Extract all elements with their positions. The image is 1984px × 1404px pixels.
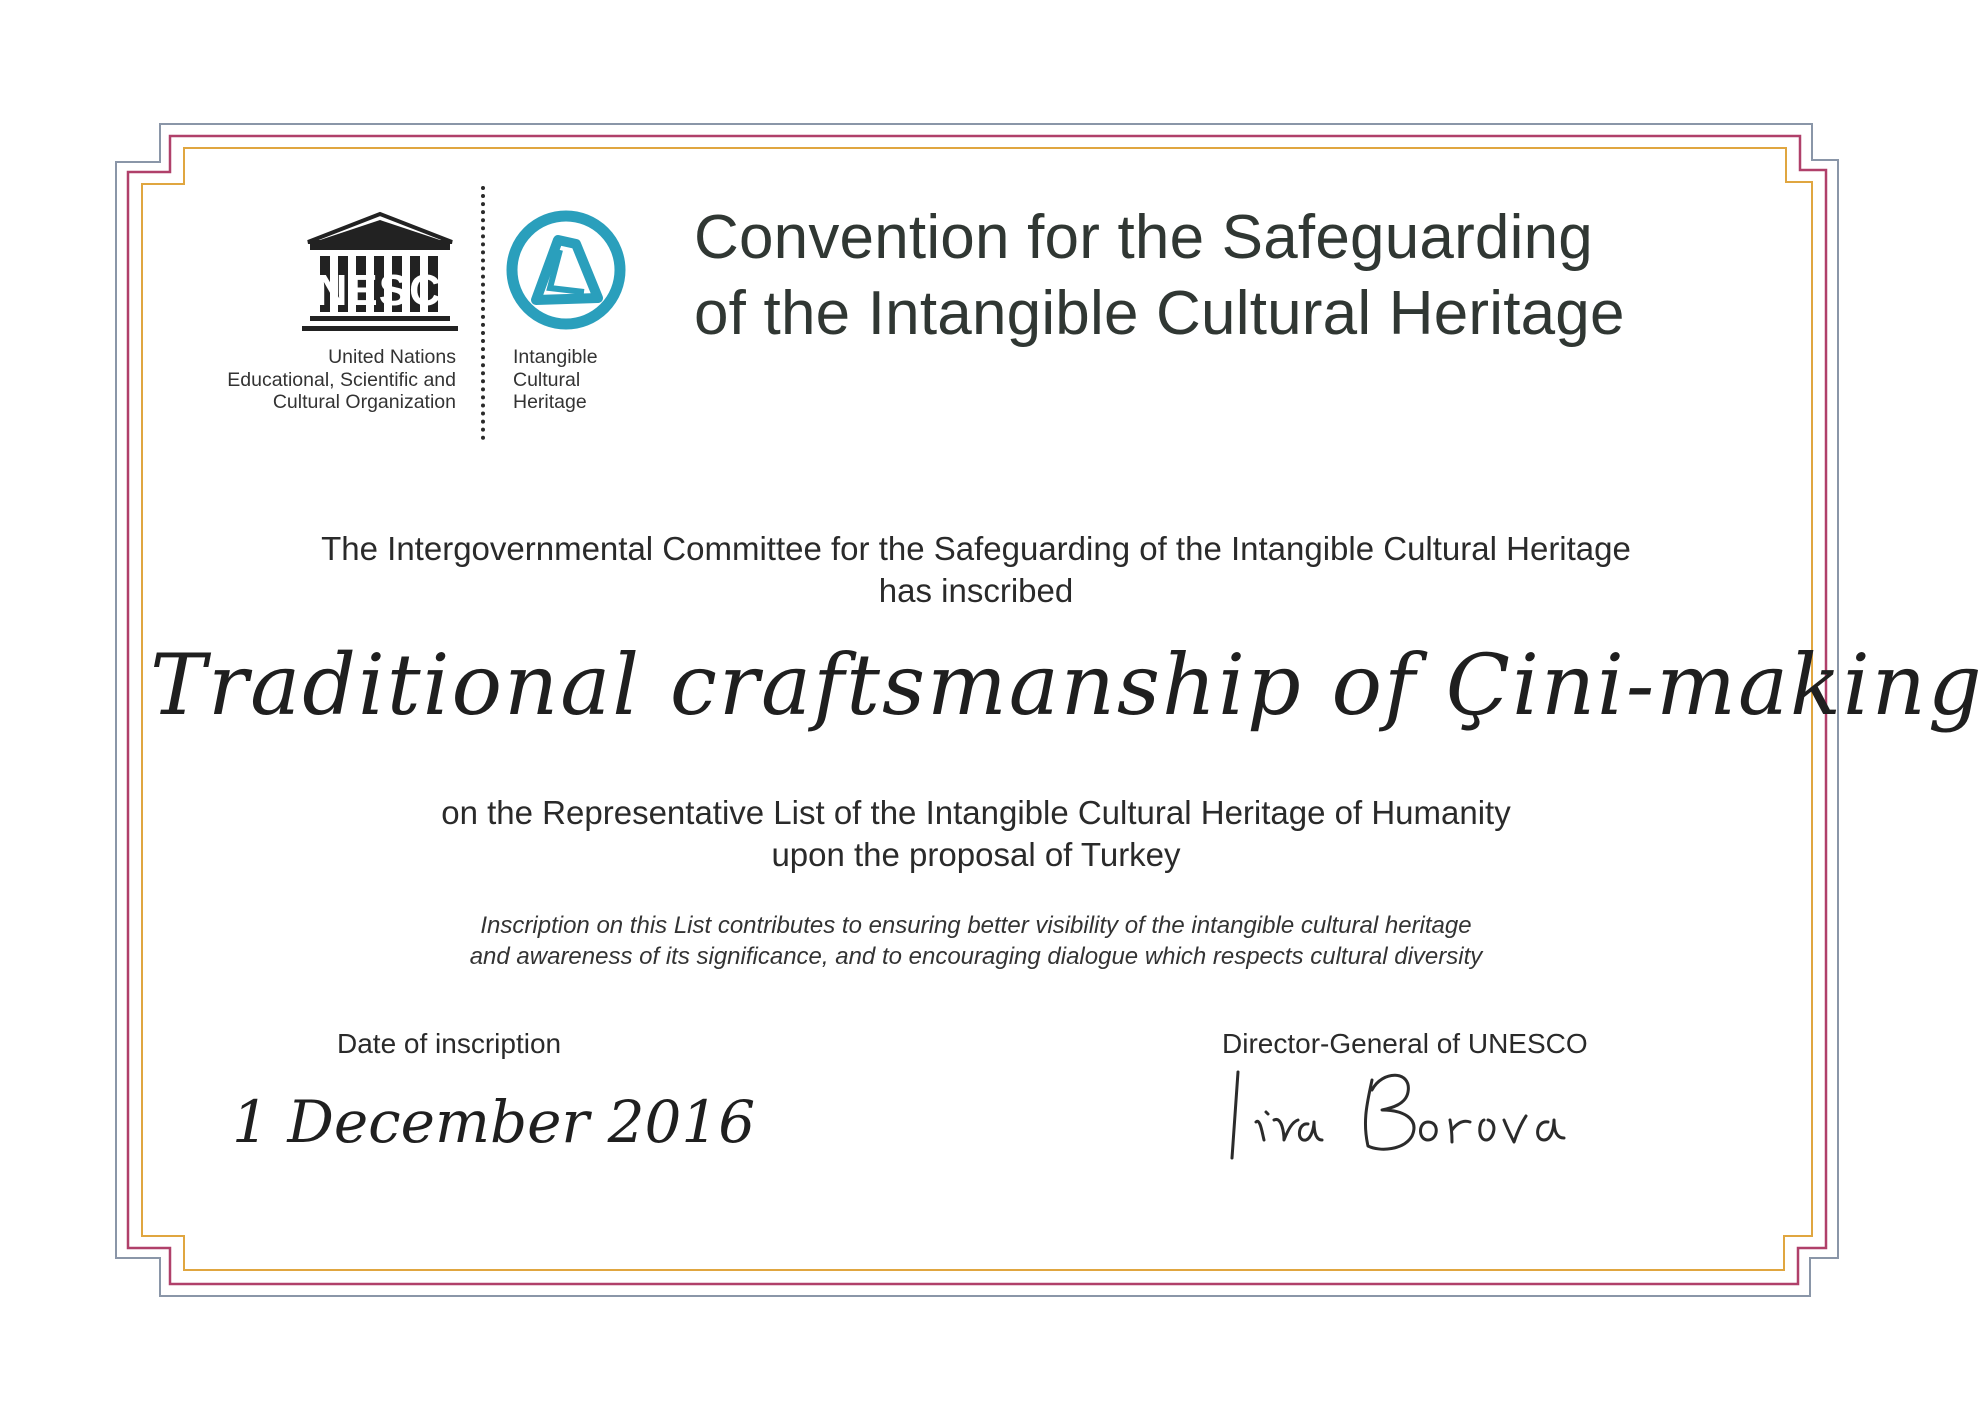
ich-name-line: Cultural [513, 368, 581, 391]
committee-line: has inscribed [878, 572, 1074, 609]
title-line: Convention for the Safeguarding [694, 203, 1593, 272]
director-general-signature [1222, 1060, 1582, 1170]
inscribed-element-name: Traditional craftsmanship of Çini-making [150, 636, 1984, 734]
date-value: 1 December 2016 [232, 1088, 756, 1156]
ich-emblem-logo [500, 210, 632, 332]
logo-divider [481, 186, 485, 440]
note-line: Inscription on this List contributes to ensuring better visibility of the intangible cultural heritage [480, 912, 1472, 939]
list-line: on the Representative List of the Intangible Cultural Heritage of Humanity [441, 794, 1511, 831]
unesco-name-line: Educational, Scientific and [227, 368, 456, 391]
list-statement [150, 792, 1802, 876]
inscription-note [150, 910, 1802, 972]
unesco-organization-name [150, 346, 456, 414]
committee-statement [150, 528, 1802, 612]
signatory-label: Director-General of UNESCO [1222, 1028, 1588, 1059]
committee-line: The Intergovernmental Committee for the Safeguarding of the Intangible Cultural Heritage [321, 530, 1631, 567]
unesco-temple-logo [282, 210, 478, 334]
unesco-wordmark: UNESCO [282, 266, 478, 315]
title-line: of the Intangible Cultural Heritage [694, 279, 1625, 348]
unesco-name-line: United Nations [328, 346, 456, 368]
ich-name-line: Intangible [513, 346, 598, 368]
list-line: upon the proposal of Turkey [771, 836, 1181, 873]
note-line: and awareness of its significance, and to encouraging dialogue which respects cultural diversity [469, 943, 1483, 970]
unesco-name-line: Cultural Organization [272, 391, 456, 413]
ich-name [513, 346, 653, 414]
convention-title [694, 200, 1794, 352]
ich-name-line: Heritage [513, 391, 587, 413]
date-label: Date of inscription [337, 1028, 562, 1059]
